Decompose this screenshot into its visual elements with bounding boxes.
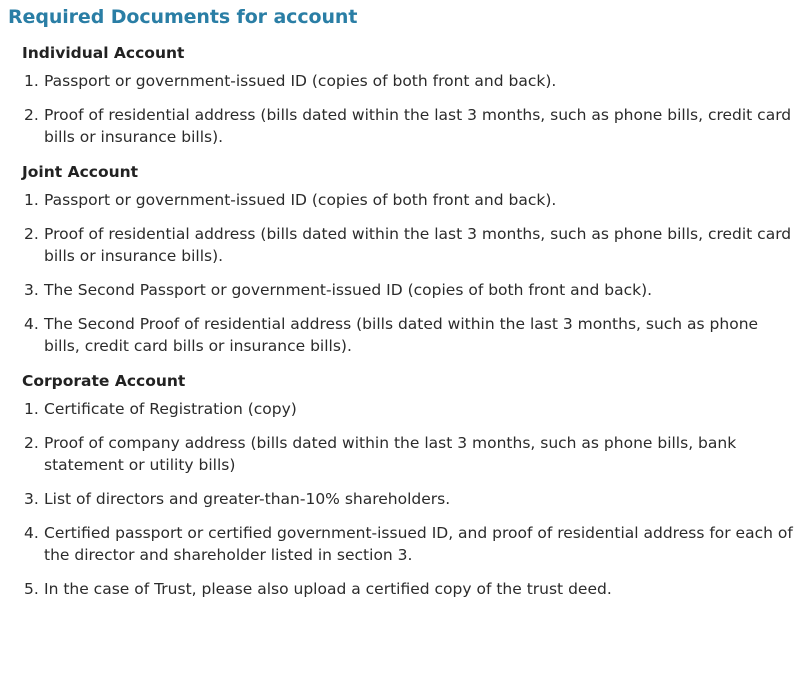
list-item-text: Proof of residential address (bills dated within the last 3 months, such as phone bills, credit card bills or insurance bills). (44, 106, 792, 146)
list-item-number: 1. (24, 400, 39, 418)
list-item-text: The Second Proof of residential address (bills dated within the last 3 months, such as phone bills, credit card bills or insurance bills). (44, 315, 759, 355)
list-item-number: 2. (24, 434, 39, 452)
section-heading: Corporate Account (22, 372, 186, 390)
list-item-number: 1. (24, 191, 39, 209)
section-heading: Individual Account (22, 44, 185, 62)
list-item (22, 488, 794, 510)
list-item-text: Passport or government-issued ID (copies of both front and back). (44, 191, 557, 209)
list-item-text: The Second Passport or government-issued ID (copies of both front and back). (44, 281, 653, 299)
list-item-text: In the case of Trust, please also upload a certified copy of the trust deed. (44, 580, 612, 598)
list-item-text: Certificate of Registration (copy) (44, 400, 297, 418)
list-item-number: 2. (24, 106, 39, 124)
page-title: Required Documents for account (8, 6, 358, 28)
list-item-text: Passport or government-issued ID (copies of both front and back). (44, 72, 557, 90)
list-item (22, 313, 794, 357)
list-item-number: 5. (24, 580, 39, 598)
section-joint-account (8, 161, 794, 357)
list-item (22, 223, 794, 267)
list-item (22, 70, 794, 92)
list-item-text: Certified passport or certified government-issued ID, and proof of residential address for each of the director and shareholder listed in section 3. (44, 524, 793, 564)
list-item (22, 522, 794, 566)
document-list (22, 398, 794, 600)
list-item (22, 432, 794, 476)
section-corporate-account (8, 370, 794, 600)
list-item-number: 1. (24, 72, 39, 90)
list-item-number: 3. (24, 490, 39, 508)
list-item (22, 578, 794, 600)
list-item (22, 189, 794, 211)
list-item-text: List of directors and greater-than-10% shareholders. (44, 490, 451, 508)
section-individual-account (8, 42, 794, 148)
document-list (22, 70, 794, 148)
list-item-number: 4. (24, 524, 39, 542)
document-list (22, 189, 794, 357)
list-item (22, 279, 794, 301)
list-item-text: Proof of residential address (bills dated within the last 3 months, such as phone bills, credit card bills or insurance bills). (44, 225, 792, 265)
list-item-text: Proof of company address (bills dated within the last 3 months, such as phone bills, bank statement or utility bills) (44, 434, 737, 474)
list-item (22, 104, 794, 148)
list-item-number: 2. (24, 225, 39, 243)
list-item-number: 4. (24, 315, 39, 333)
list-item (22, 398, 794, 420)
section-heading: Joint Account (22, 163, 139, 181)
list-item-number: 3. (24, 281, 39, 299)
